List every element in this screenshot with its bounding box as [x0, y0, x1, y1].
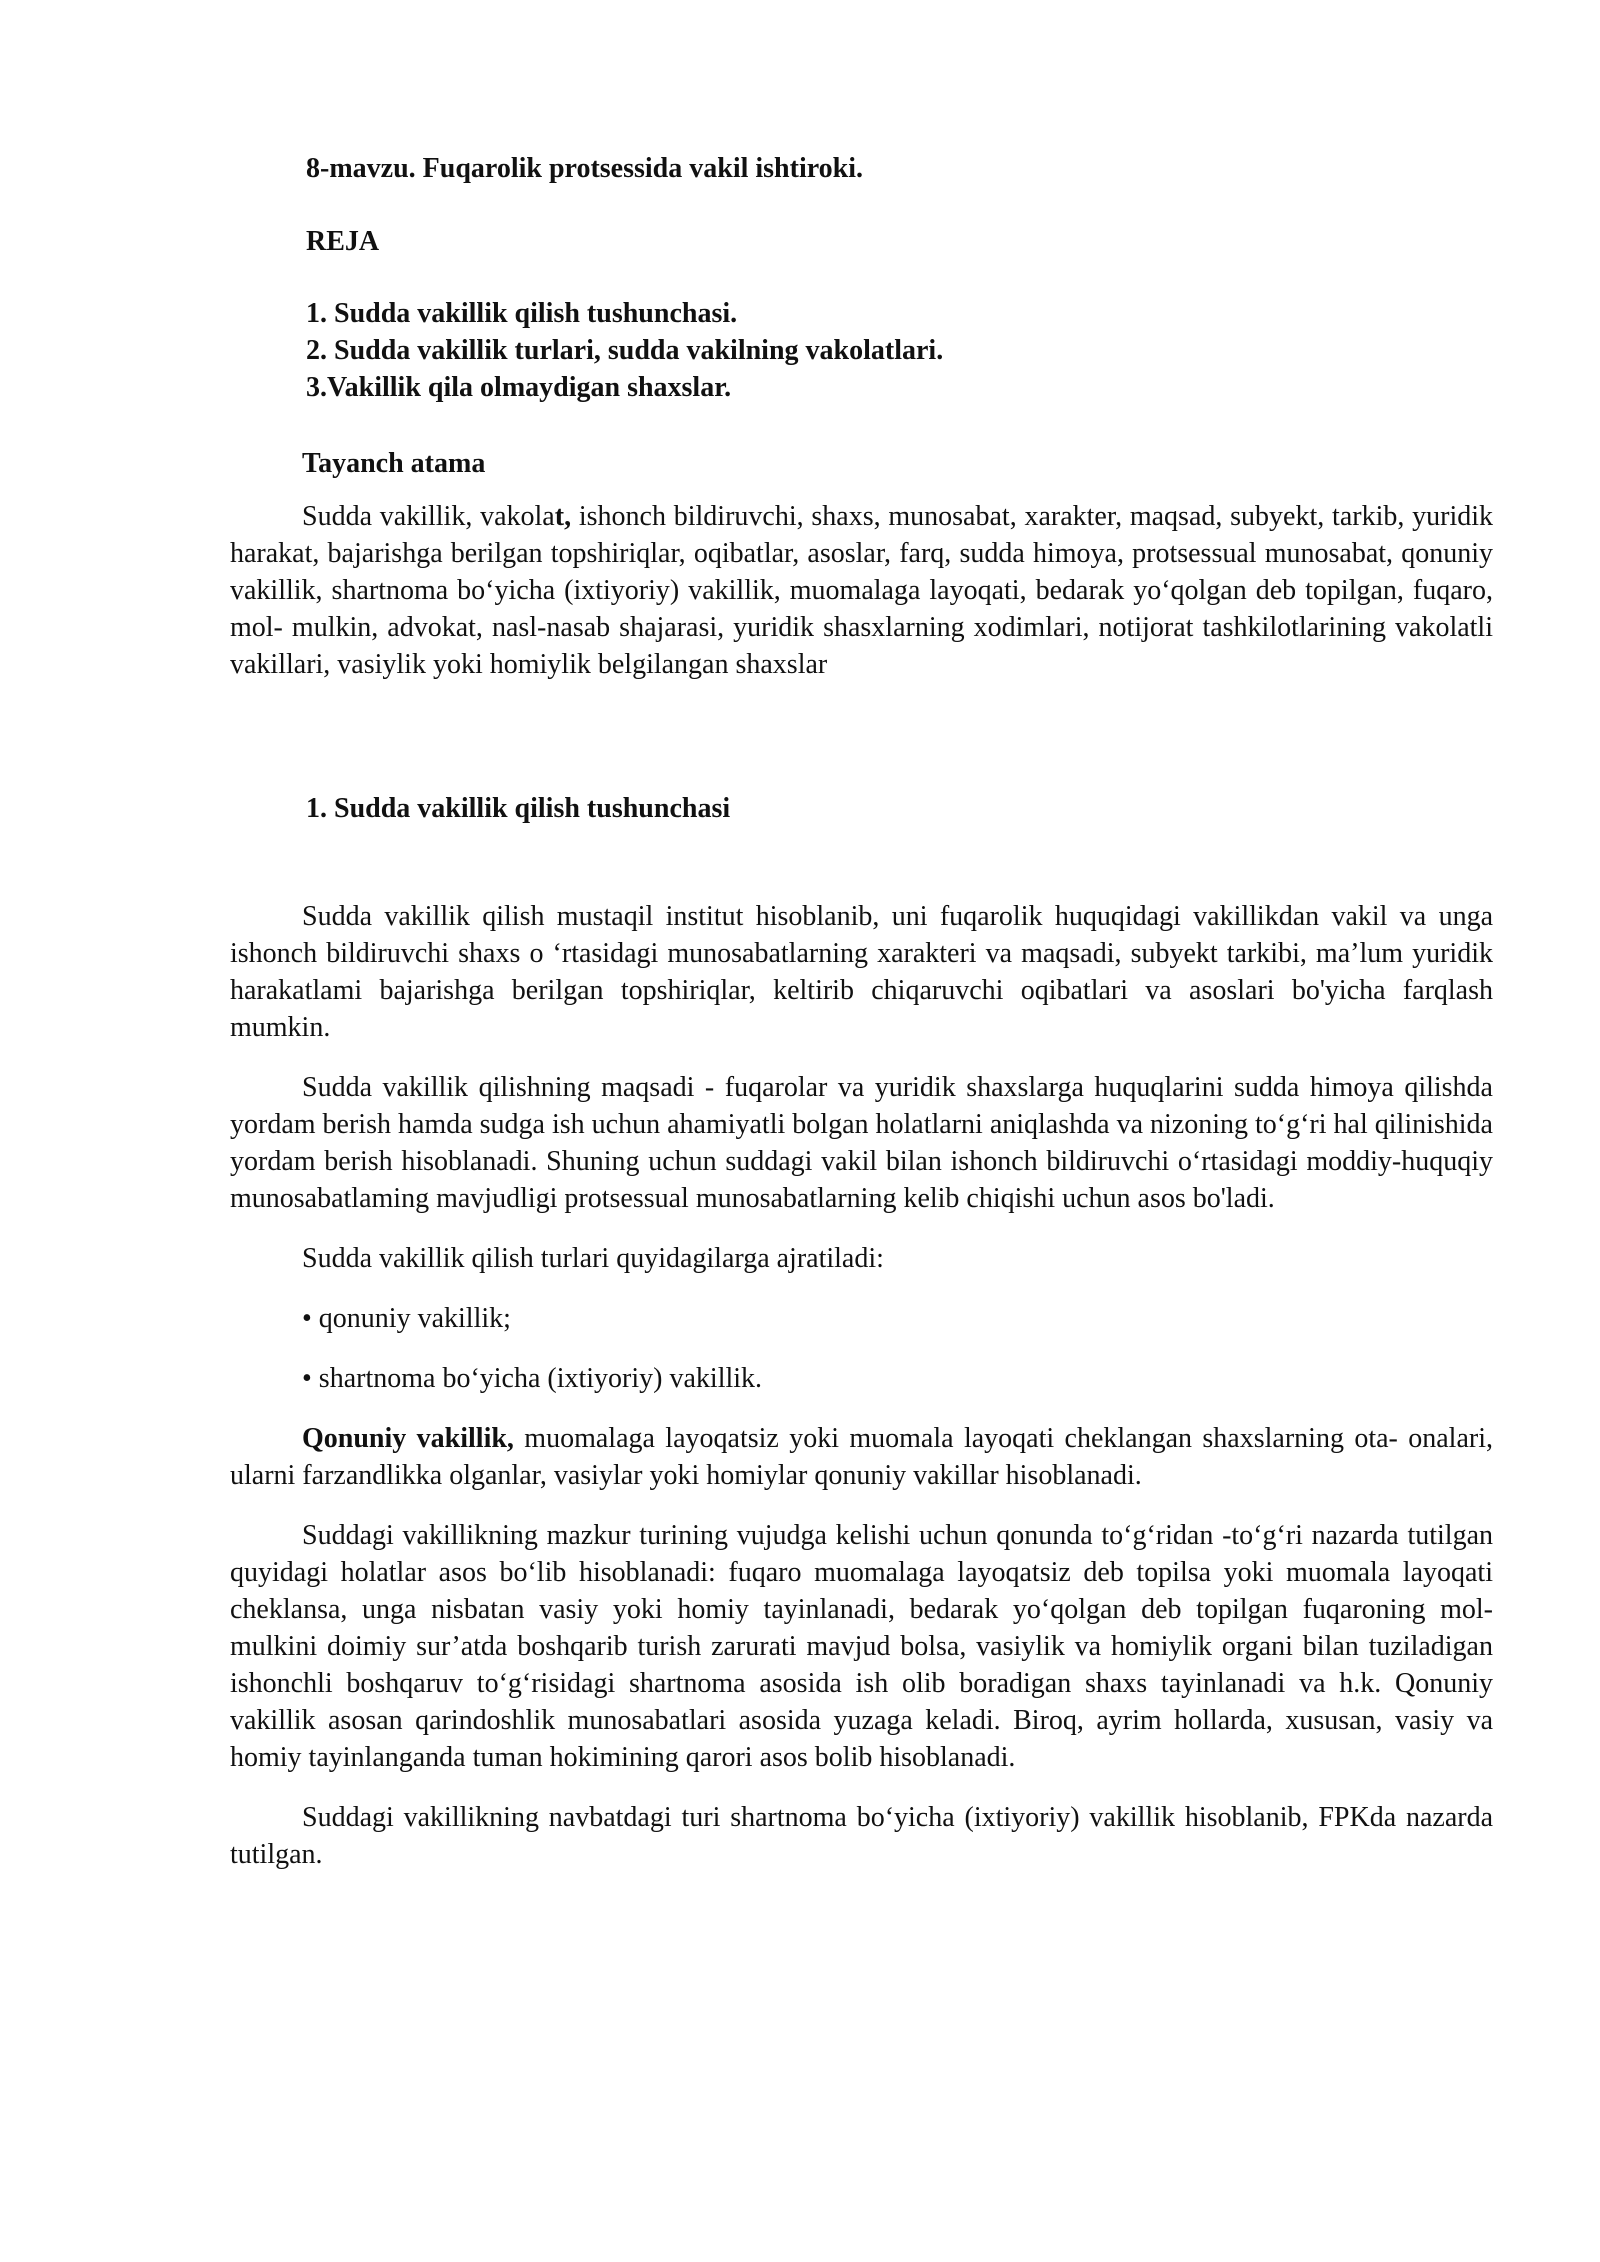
- plan-item: 1. Sudda vakillik qilish tushunchasi.: [306, 298, 738, 329]
- paragraph-definition: Sudda vakillik qilish mustaqil institut hisoblanib, uni fuqarolik huquqidagi vakillikdan vakil va unga ishonch bildiruvchi shaxs o ‘rtasidagi munosabatlarning xarakteri va maqsadi, subyekt tarkibi, ma’lum yuridik harakatlami bajarishga berilgan topshiriqlar, keltirib chiqaruvchi oqibatlari va asoslari bo'yicha farqlash mumkin.: [230, 901, 1493, 1043]
- paragraph-grounds: Suddagi vakillikning mazkur turining vujudga kelishi uchun qonunda to‘g‘ridan -to‘g‘ri nazarda tutilgan quyidagi holatlar asos bo‘lib hisoblanadi: fuqaro muomalaga layoqatsiz deb topilsa yoki muomala layoqati cheklansa, unga nisbatan vasiy yoki homiy tayinlanadi, bedarak yo‘qolgan deb topilgan fuqaroning mol- mulkini doimiy sur’atda boshqarib turish zarurati mavjud bolsa, vasiylik va homiylik organi bilan tuziladigan ishonchli boshqaruv to‘g‘risidagi shartnoma asosida ish olib boradigan shaxs tayinlanadi va h.k. Qonuniy vakillik asosan qarindoshlik munosabatlari asosida yuzaga keladi. Biroq, ayrim hollarda, xususan, vasiy va homiy tayinlanganda tuman hokimining qarori asos bolib hisoblanadi.: [230, 1520, 1493, 1773]
- document-body: [230, 150, 1493, 1873]
- topic-title-line: 8-mavzu. Fuqarolik protsessida vakil ishtiroki.: [306, 153, 863, 184]
- keywords-heading: Tayanch atama: [302, 448, 486, 479]
- keywords-paragraph: [230, 498, 1493, 683]
- bullet-item: • qonuniy vakillik;: [302, 1303, 511, 1334]
- topic-title: Fuqarolik protsessida vakil ishtiroki.: [422, 153, 863, 184]
- bullet-item: • shartnoma bo‘yicha (ixtiyoriy) vakillik.: [302, 1363, 763, 1394]
- keywords-text-start: Sudda vakillik, vakola: [302, 501, 555, 532]
- plan-list: [306, 295, 1493, 406]
- paragraph-contractual: Suddagi vakillikning navbatdagi turi shartnoma bo‘yicha (ixtiyoriy) vakillik hisoblanib, FPKda nazarda tutilgan.: [230, 1802, 1493, 1870]
- keywords-text-rest: ishonch bildiruvchi, shaxs, munosabat, xarakter, maqsad, subyekt, tarkib, yuridik harakat, bajarishga berilgan topshiriqlar, oqibatlar, asoslar, farq, sudda himoya, protsessual munosabat, qonuniy vakillik, shartnoma bo‘yicha (ixtiyoriy) vakillik, muomalaga layoqati, bedarak yo‘qolgan deb topilgan, fuqaro, mol- mulkin, advokat, nasl-nasab shajarasi, yuridik shasxlarning xodimlari, notijorat tashkilotlarining vakolatli vakillari, vasiylik yoki homiylik belgilangan shaxslar: [230, 501, 1494, 680]
- paragraph-types-intro: Sudda vakillik qilish turlari quyidagilarga ajratiladi:: [302, 1243, 884, 1274]
- keywords-text-bold: t,: [554, 501, 572, 532]
- section-heading: 1. Sudda vakillik qilish tushunchasi: [306, 793, 731, 824]
- plan-item: 2. Sudda vakillik turlari, sudda vakilning vakolatlari.: [306, 335, 944, 366]
- legal-representation-term: Qonuniy vakillik,: [302, 1423, 514, 1454]
- plan-heading: REJA: [306, 226, 380, 257]
- paragraph-legal-representation: [230, 1420, 1493, 1494]
- paragraph-purpose: Sudda vakillik qilishning maqsadi - fuqarolar va yuridik shaxslarga huquqlarini sudda himoya qilishda yordam berish hamda sudga ish uchun ahamiyatli bolgan holatlarni aniqlashda va nizoning to‘g‘ri hal qilinishida yordam berish hisoblanadi. Shuning uchun suddagi vakil bilan ishonch bildiruvchi o‘rtasidagi moddiy-huquqiy munosabatlaming mavjudligi protsessual munosabatlarning kelib chiqishi uchun asos bo'ladi.: [230, 1072, 1493, 1214]
- legal-representation-text: muomalaga layoqatsiz yoki muomala layoqati cheklangan shaxslarning ota- onalari, ularni farzandlikka olganlar, vasiylar yoki homiylar qonuniy vakillar hisoblanadi.: [230, 1423, 1493, 1491]
- topic-number: 8-mavzu: [306, 153, 409, 184]
- plan-item: 3.Vakillik qila olmaydigan shaxslar.: [306, 372, 732, 403]
